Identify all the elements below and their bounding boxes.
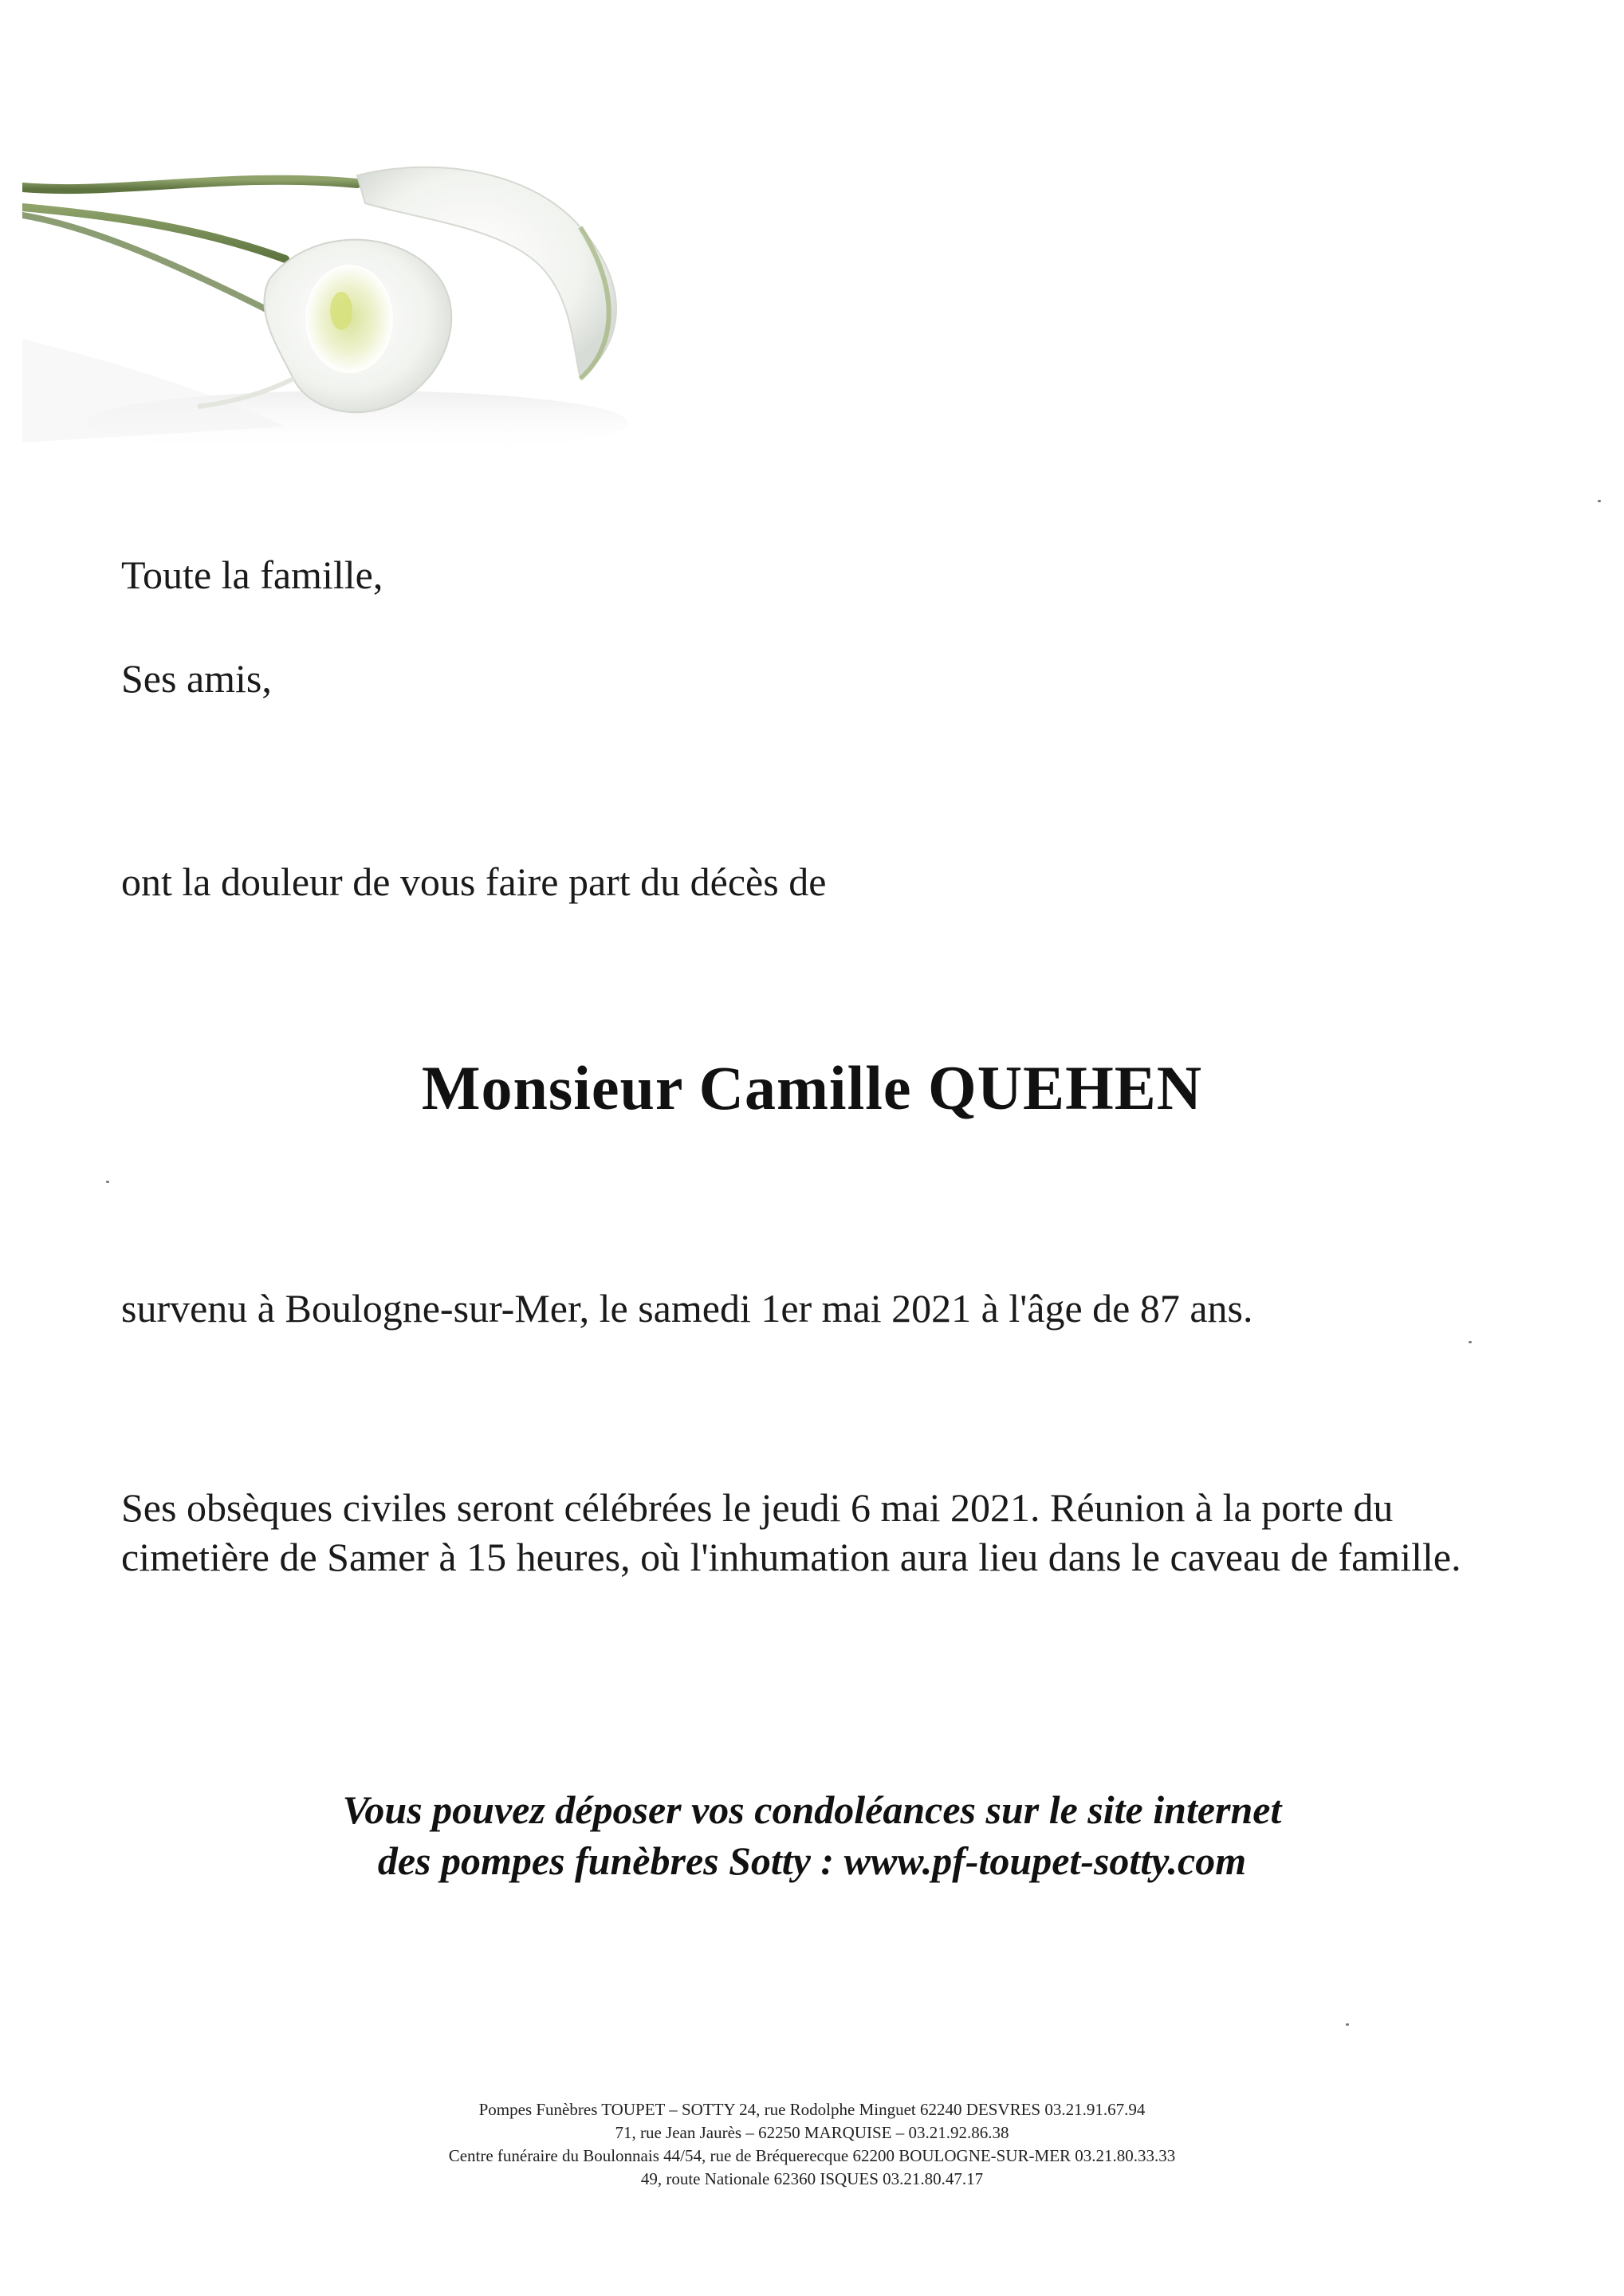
greeting-friends: Ses amis, — [121, 656, 272, 701]
condolences-line-2: des pompes funèbres Sotty : www.pf-toupet-sotty.com — [377, 1838, 1247, 1883]
scan-speck — [1598, 500, 1601, 502]
deceased-name: Monsieur Camille QUEHEN — [421, 1053, 1203, 1122]
announcement-text: ont la douleur de vous faire part du décès de — [121, 859, 827, 904]
footer-line-boulogne: Centre funéraire du Boulonnais 44/54, rue de Bréquerecque 62200 BOULOGNE-SUR-MER 03.21.80.33.33 — [448, 2146, 1176, 2165]
scan-speck — [1469, 1341, 1472, 1343]
scan-speck — [1346, 2023, 1349, 2026]
footer-line-desvres: Pompes Funèbres TOUPET – SOTTY 24, rue Rodolphe Minguet 62240 DESVRES 03.21.91.67.94 — [478, 2100, 1146, 2119]
funeral-details: Ses obsèques civiles seront célébrées le jeudi 6 mai 2021. Réunion à la porte du cimetière de Samer à 15 heures, où l'inhumation aura lieu dans le caveau de famille. — [121, 1485, 1461, 1579]
death-details: survenu à Boulogne-sur-Mer, le samedi 1er mai 2021 à l'âge de 87 ans. — [121, 1286, 1253, 1331]
greeting-family: Toute la famille, — [121, 552, 383, 597]
calla-lily-icon — [22, 140, 628, 454]
footer-line-marquise: 71, rue Jean Jaurès – 62250 MARQUISE – 03.21.92.86.38 — [615, 2123, 1009, 2142]
scan-speck — [106, 1181, 109, 1183]
funeral-home-footer — [0, 2098, 1624, 2191]
condolences-notice — [0, 1784, 1624, 1886]
footer-line-isques: 49, route Nationale 62360 ISQUES 03.21.80.47.17 — [640, 2169, 984, 2188]
condolences-line-1: Vous pouvez déposer vos condoléances sur le site internet — [342, 1787, 1282, 1832]
